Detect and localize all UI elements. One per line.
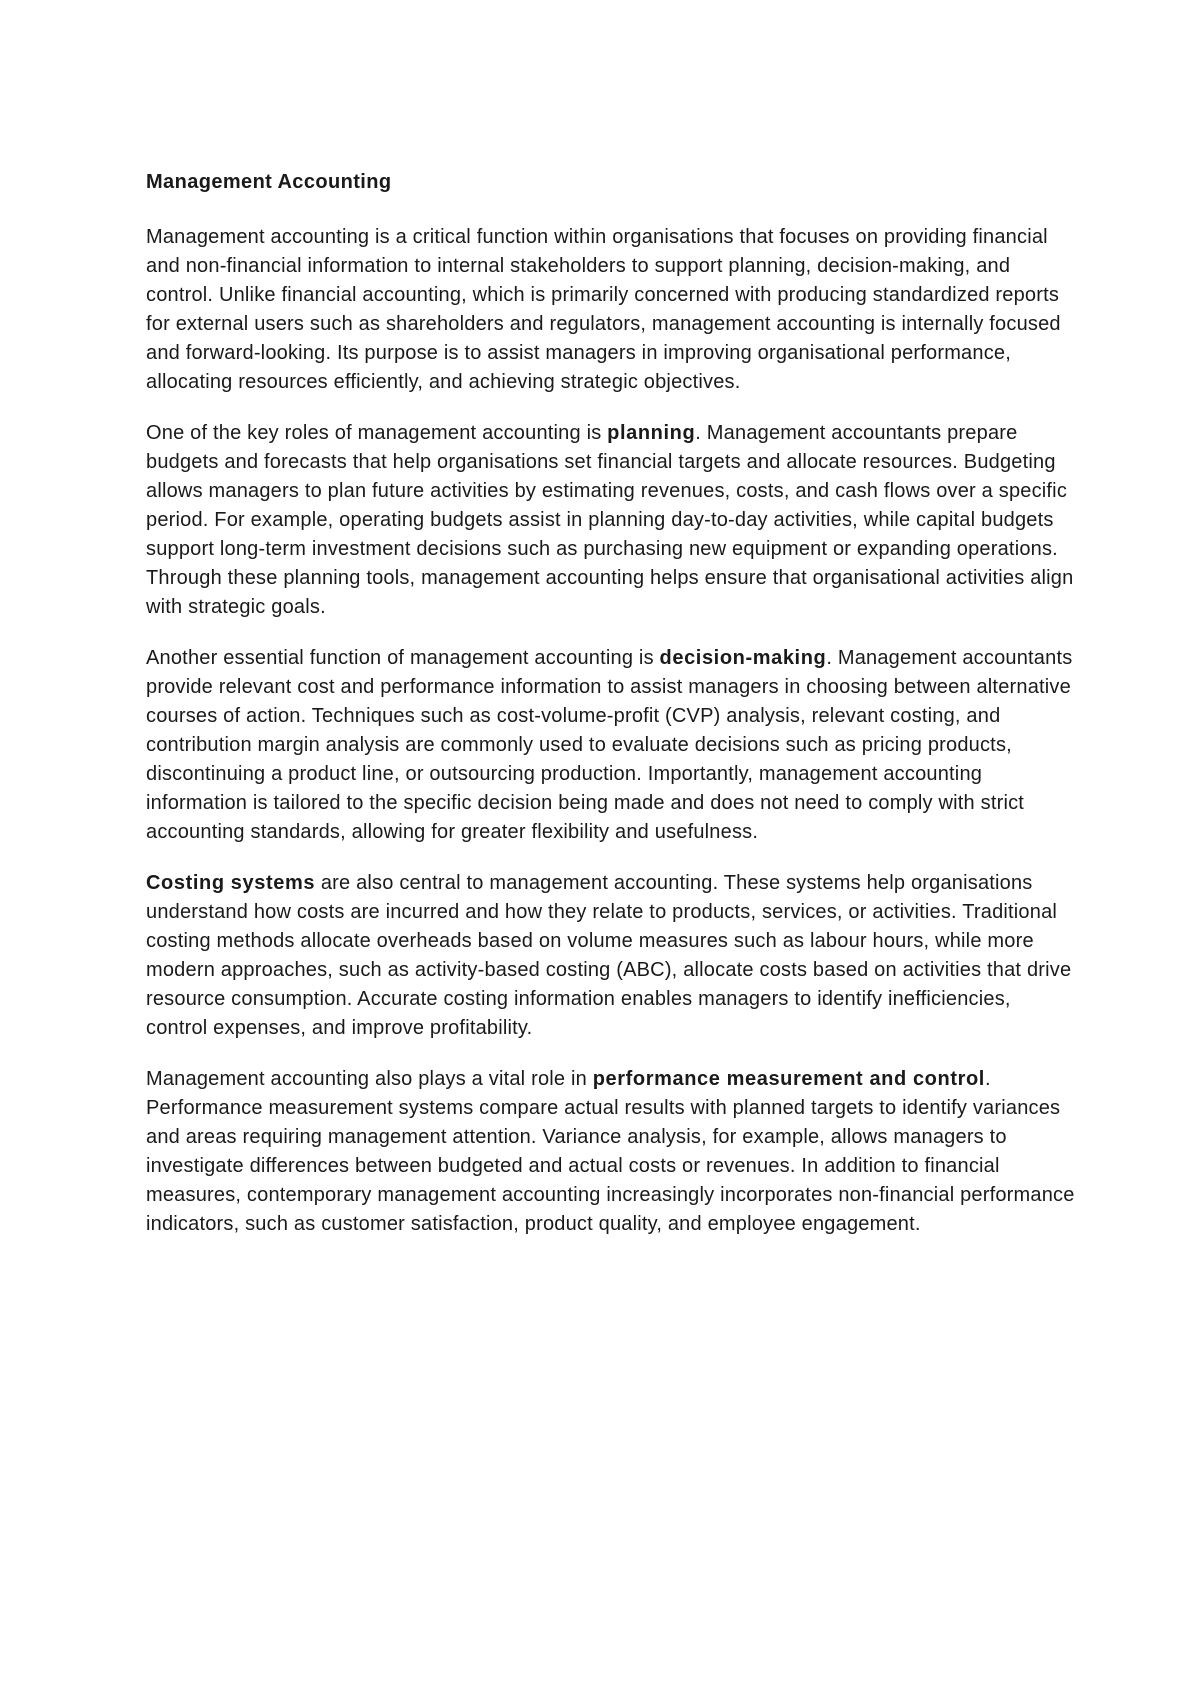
- paragraph-decision-making: [146, 644, 1076, 847]
- bold-term-decision-making: decision-making: [659, 647, 827, 669]
- paragraph-planning: [146, 419, 1076, 622]
- paragraph-text: Another essential function of management accounting is: [146, 647, 660, 669]
- paragraph-text: . Management accountants prepare budgets and forecasts that help organisations set financial targets and allocate resources. Budgeting allows managers to plan future activities by estimating revenues, costs, and cash flows over a specific period. For example, operating budgets assist in planning day-to-day activities, while capital budgets support long-term investment decisions such as purchasing new equipment or expanding operations. Through these planning tools, management accounting helps ensure that organisational activities align with strategic goals.: [146, 422, 1074, 618]
- document-page: [146, 168, 1076, 1261]
- paragraph-text: . Management accountants provide relevant cost and performance information to assist managers in choosing between alternative courses of action. Techniques such as cost-volume-profit (CVP) analysis, relevant costing, and contribution margin analysis are commonly used to evaluate decisions such as pricing products, discontinuing a product line, or outsourcing production. Importantly, management accounting information is tailored to the specific decision being made and does not need to comply with strict accounting standards, allowing for greater flexibility and usefulness.: [146, 647, 1073, 843]
- paragraph-text: One of the key roles of management accounting is: [146, 422, 608, 444]
- bold-term-costing-systems: Costing systems: [146, 872, 316, 894]
- paragraph-text: Management accounting also plays a vital role in: [146, 1068, 593, 1090]
- paragraph-introduction: [146, 223, 1076, 397]
- paragraph-text: Management accounting is a critical function within organisations that focuses on providing financial and non-financial information to internal stakeholders to support planning, decision-making, and control. Unlike financial accounting, which is primarily concerned with producing standardized reports for external users such as shareholders and regulators, management accounting is internally focused and forward-looking. Its purpose is to assist managers in improving organisational performance, allocating resources efficiently, and achieving strategic objectives.: [146, 226, 1061, 393]
- paragraph-text: . Performance measurement systems compare actual results with planned targets to identify variances and areas requiring management attention. Variance analysis, for example, allows managers to investigate differences between budgeted and actual costs or revenues. In addition to financial measures, contemporary management accounting increasingly incorporates non-financial performance indicators, such as customer satisfaction, product quality, and employee engagement.: [146, 1068, 1075, 1235]
- bold-term-performance-measurement: performance measurement and control: [592, 1068, 985, 1090]
- bold-term-planning: planning: [607, 422, 696, 444]
- document-title: Management Accounting: [146, 171, 392, 193]
- paragraph-costing-systems: [146, 869, 1076, 1043]
- paragraph-text: are also central to management accounting. These systems help organisations understand how costs are incurred and how they relate to products, services, or activities. Traditional costing methods allocate overheads based on volume measures such as labour hours, while more modern approaches, such as activity-based costing (ABC), allocate costs based on activities that drive resource consumption. Accurate costing information enables managers to identify inefficiencies, control expenses, and improve profitability.: [146, 872, 1072, 1039]
- paragraph-performance-measurement: [146, 1065, 1076, 1239]
